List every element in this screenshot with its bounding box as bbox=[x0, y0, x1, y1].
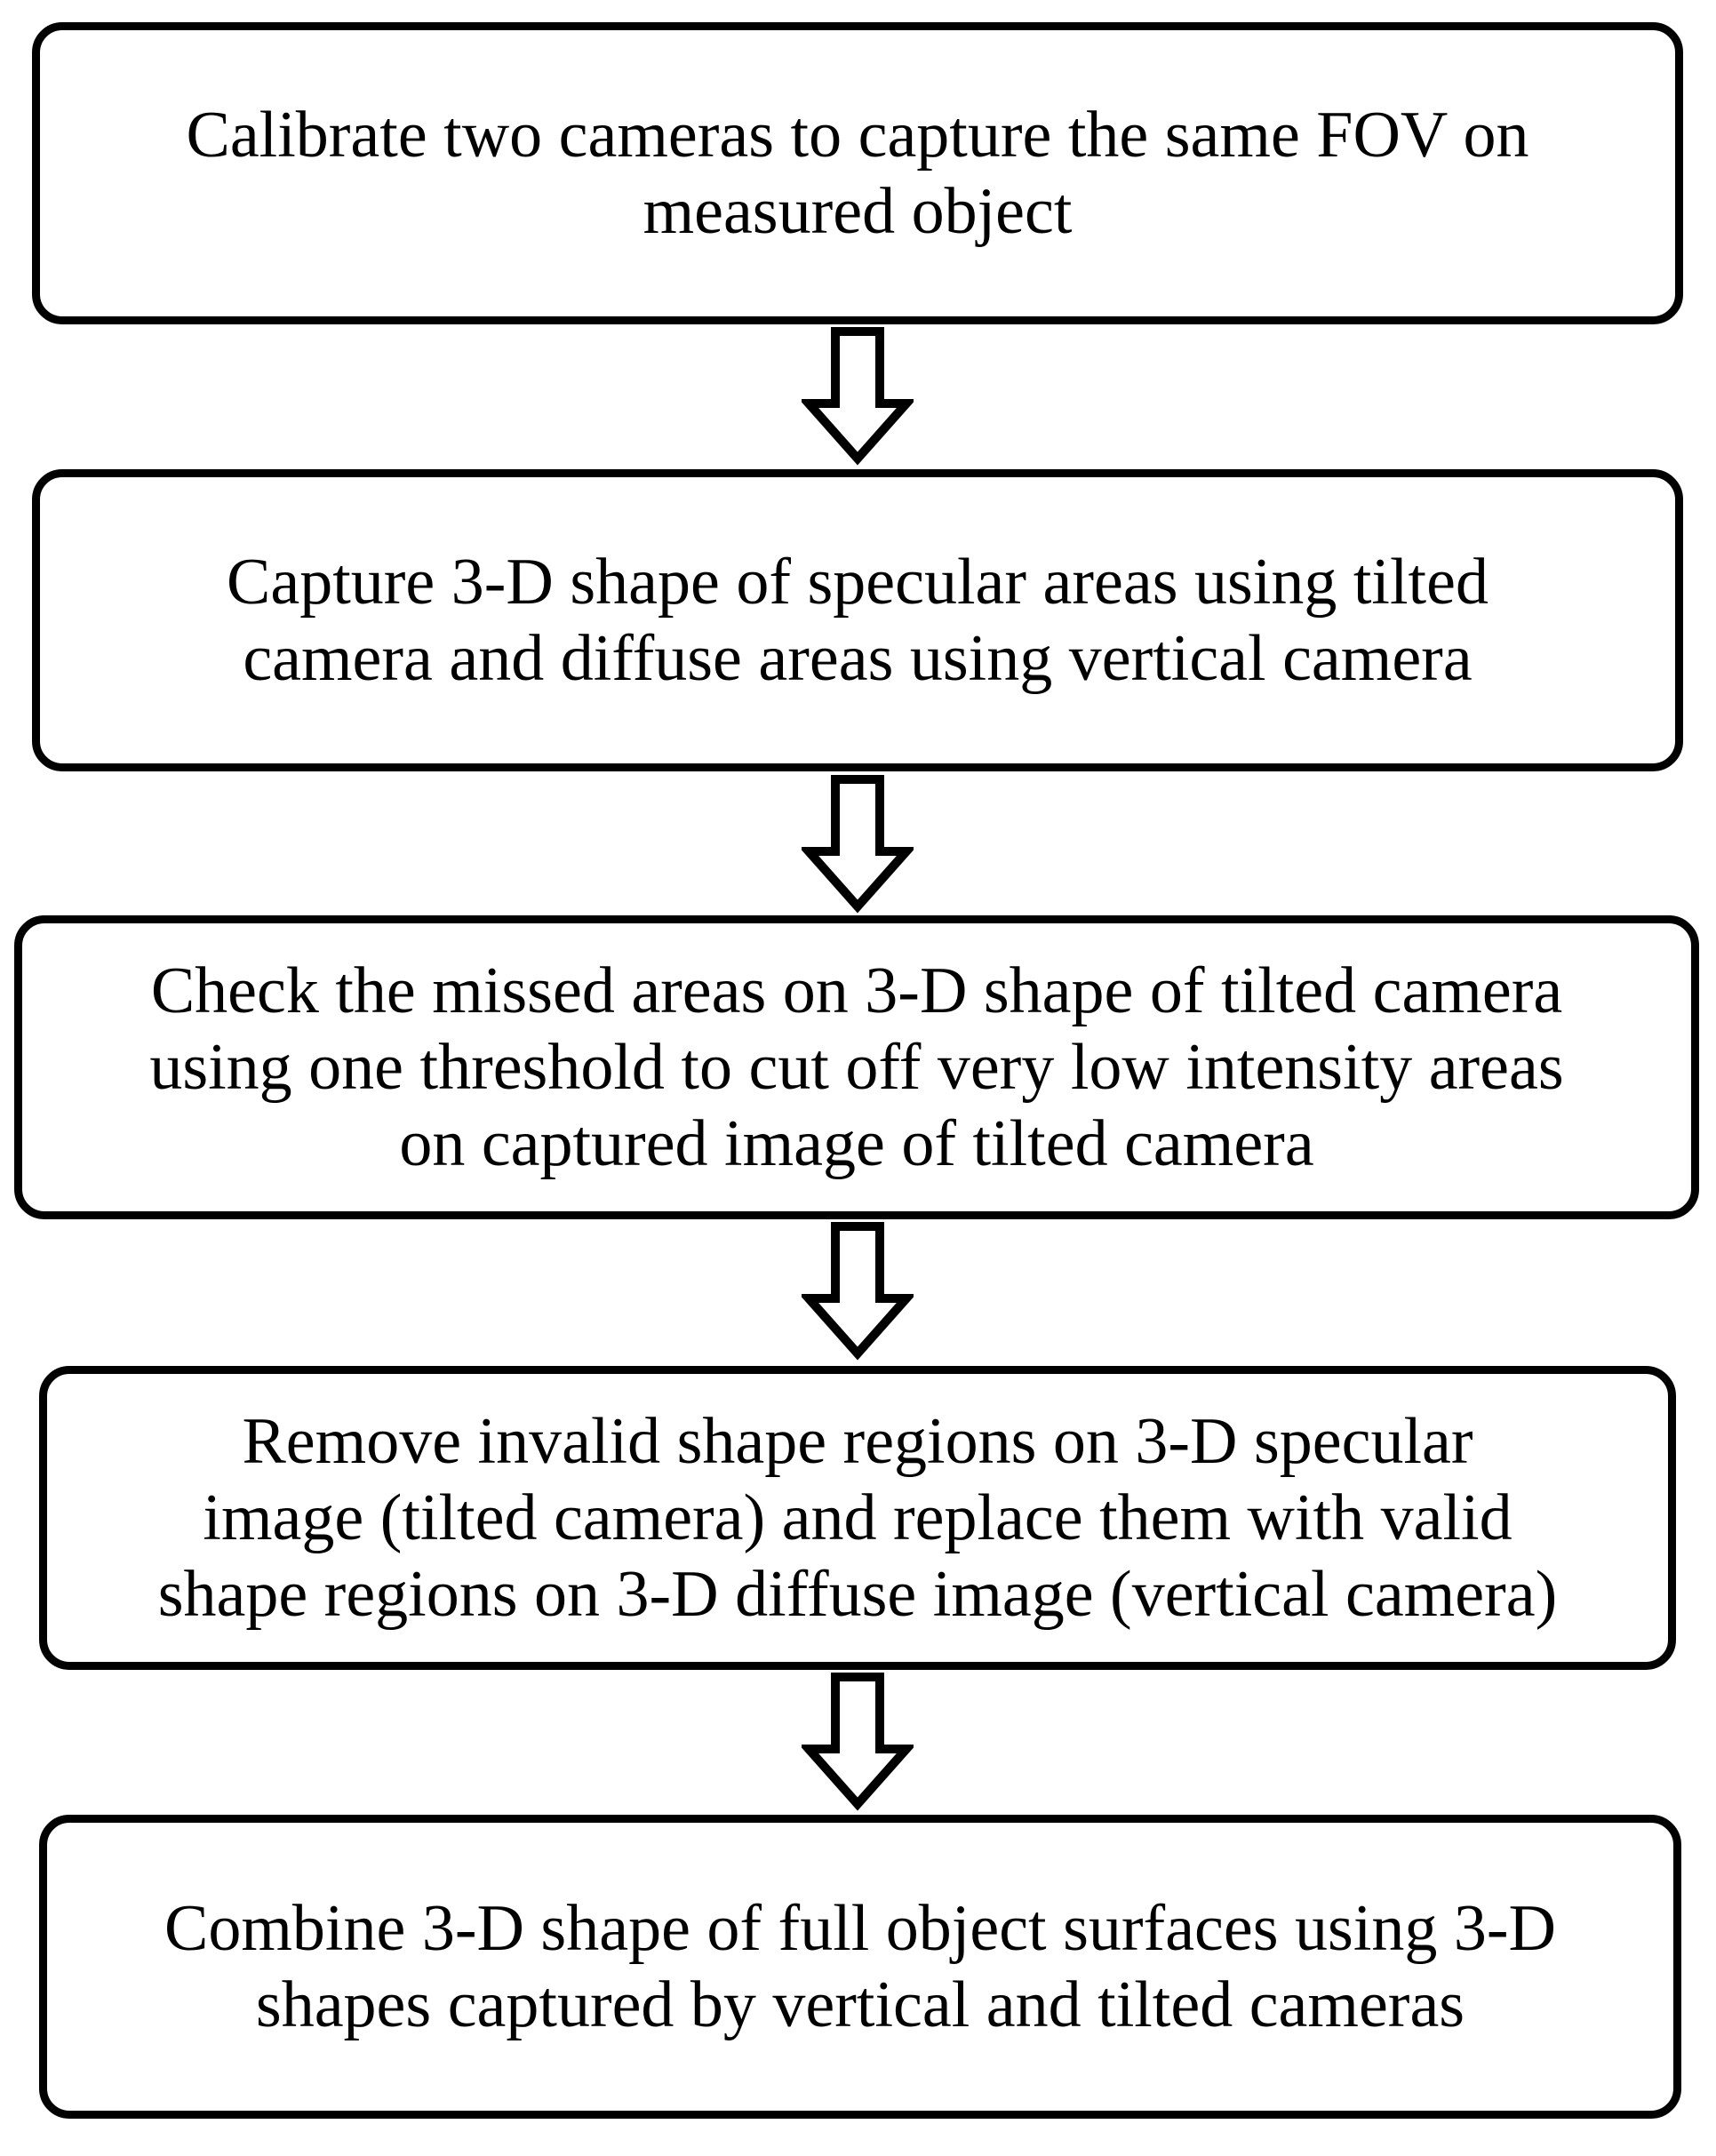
down-arrow-icon bbox=[802, 1222, 914, 1361]
down-arrow-icon bbox=[802, 1673, 914, 1811]
step-text-line: shapes captured by vertical and tilted cameras bbox=[255, 1968, 1465, 2041]
step-text-line: Calibrate two cameras to capture the same FOV on bbox=[186, 99, 1529, 172]
step-text bbox=[227, 544, 1489, 697]
step-box-combine bbox=[39, 1815, 1681, 2119]
step-text-line: shape regions on 3-D diffuse image (vertical camera) bbox=[157, 1558, 1558, 1631]
down-arrow-icon bbox=[802, 327, 914, 466]
step-text-line: on captured image of tilted camera bbox=[399, 1107, 1314, 1180]
step-box-check bbox=[14, 915, 1699, 1219]
step-text-line: Capture 3-D shape of specular areas using tilted bbox=[227, 546, 1489, 619]
down-arrow-icon bbox=[802, 775, 914, 914]
step-text-line: using one threshold to cut off very low intensity areas bbox=[149, 1031, 1564, 1104]
step-text-line: image (tilted camera) and replace them with valid bbox=[203, 1481, 1512, 1554]
step-text bbox=[149, 953, 1563, 1182]
step-text bbox=[158, 1403, 1558, 1633]
step-box-remove bbox=[39, 1366, 1676, 1670]
step-text-line: Combine 3-D shape of full object surfaces using 3-D bbox=[164, 1892, 1556, 1965]
step-text-line: Remove invalid shape regions on 3-D specular bbox=[242, 1405, 1473, 1478]
step-text bbox=[164, 1890, 1556, 2043]
step-box-capture bbox=[32, 469, 1683, 771]
step-text-line: camera and diffuse areas using vertical camera bbox=[243, 622, 1473, 695]
step-text-line: Check the missed areas on 3-D shape of tilted camera bbox=[150, 954, 1563, 1027]
step-text-line: measured object bbox=[643, 175, 1073, 248]
step-box-calibrate bbox=[32, 22, 1683, 324]
step-text bbox=[186, 97, 1528, 250]
